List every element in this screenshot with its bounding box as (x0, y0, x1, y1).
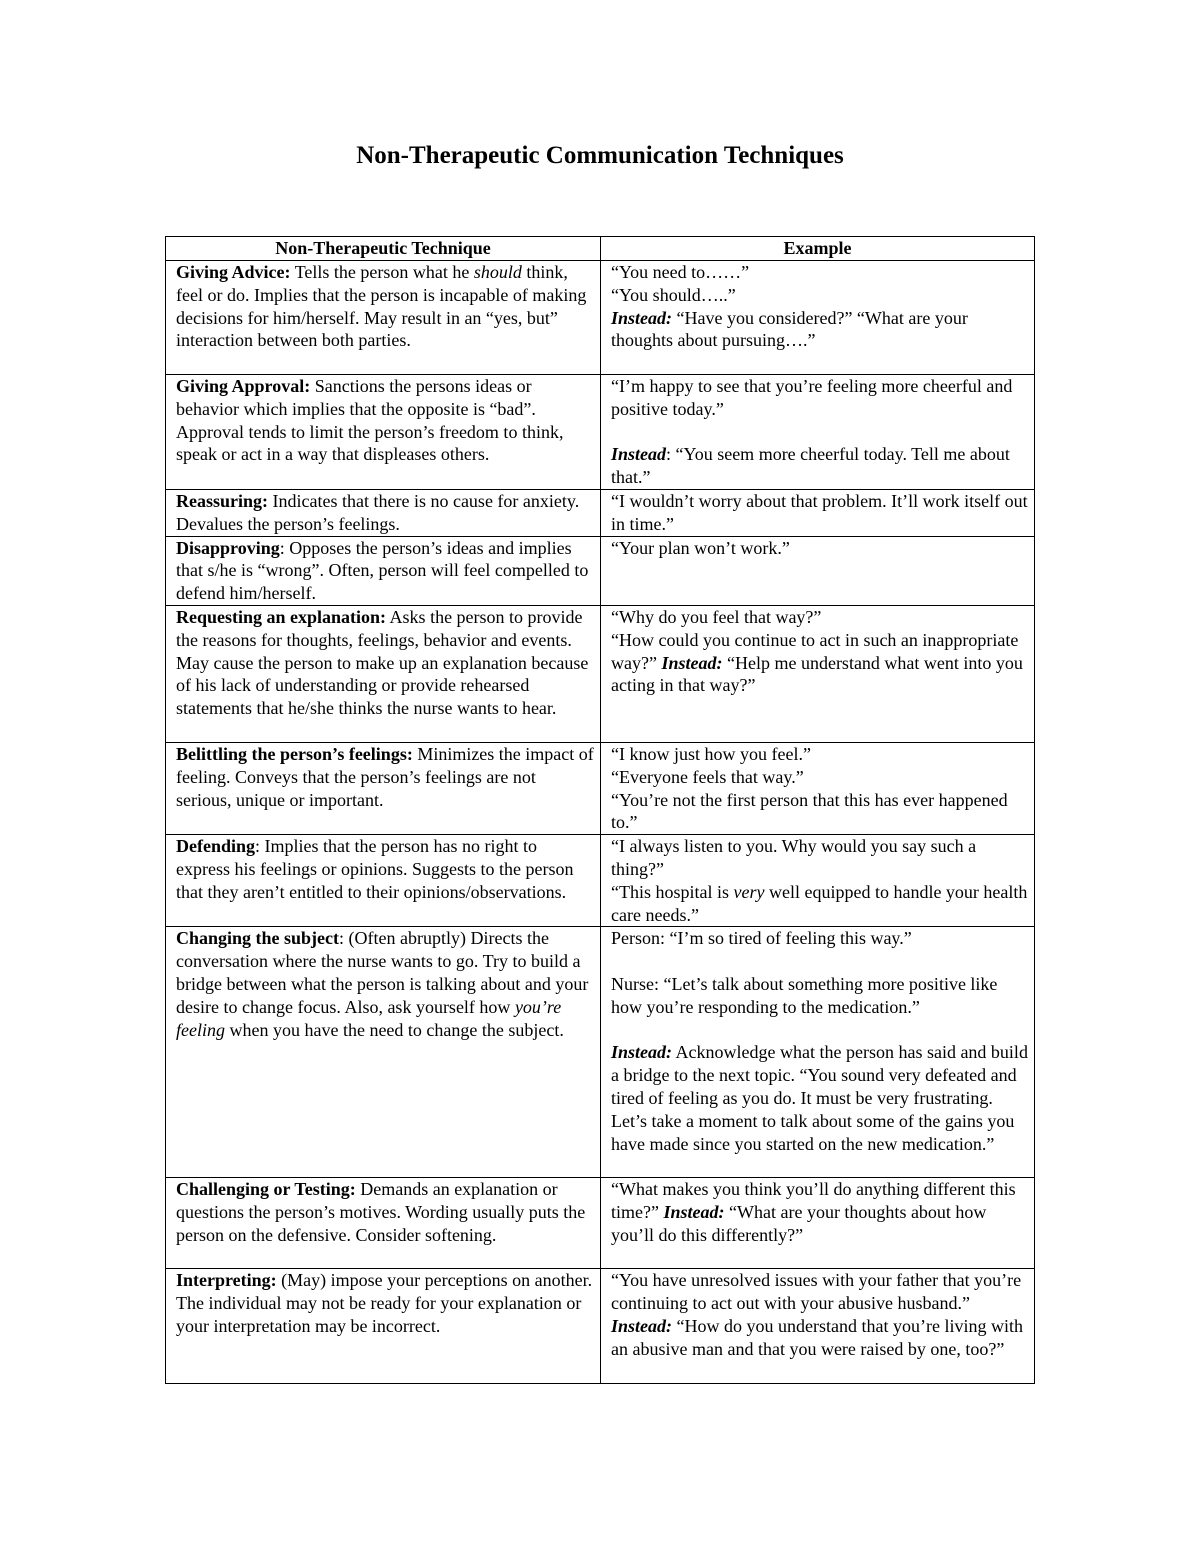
instead-label: Instead: (663, 1202, 725, 1223)
example-cell (601, 489, 1035, 536)
technique-name: Disapproving (176, 537, 280, 558)
technique-cell (166, 605, 601, 742)
example-cell (601, 742, 1035, 834)
page-title: Non-Therapeutic Communication Techniques (356, 142, 844, 169)
technique-name: Giving Advice: (176, 262, 291, 282)
example-line: well equipped to handle your health care needs.” (611, 881, 1028, 925)
technique-description: : (Often abruptly) Directs the conversation where the nurse wants to go. Try to build a bridge between what the person is talking about and your desire to change focus. Also, ask yourself how (176, 928, 589, 1017)
instead-label: Instead (611, 444, 667, 465)
technique-description: when you have the need to change the subject. (224, 1019, 564, 1040)
example-cell (601, 1269, 1035, 1384)
technique-name: Interpreting: (176, 1270, 277, 1291)
table-row (166, 1269, 1035, 1384)
table-row (166, 261, 1035, 375)
technique-cell (166, 1178, 601, 1269)
technique-description: : Opposes the person’s ideas and implies that s/he is “wrong”. Often, person will feel compelled to defend him/herself. (176, 537, 589, 604)
example-cell (601, 835, 1035, 927)
technique-description: Asks the person to provide the reasons for thoughts, feelings, behavior and events. May cause the person to make up an explanation because of his lack of understanding or provide rehearsed statements that he/she thinks the nurse wants to hear. (176, 606, 589, 719)
table-row (166, 375, 1035, 490)
technique-name: Challenging or Testing: (176, 1179, 356, 1200)
emphasis-text: should (473, 262, 522, 282)
technique-cell (166, 1269, 601, 1384)
instead-label: Instead: (611, 307, 673, 328)
example-cell (601, 1178, 1035, 1269)
technique-description: Indicates that there is no cause for anxiety. Devalues the person’s feelings. (176, 490, 580, 534)
header-example: Example (601, 237, 1035, 261)
technique-description: Minimizes the impact of feeling. Conveys that the person’s feelings are not serious, unique or important. (176, 743, 594, 810)
example-line: “You’re not the first person that this has ever happened to.” (611, 789, 1008, 833)
example-line: “What makes you think you’ll do anything different this time?” (611, 1179, 1016, 1223)
example-line: “You should…..” (611, 284, 736, 305)
technique-name: Requesting an explanation: (176, 606, 387, 627)
technique-cell (166, 927, 601, 1178)
table-row (166, 835, 1035, 927)
example-cell (601, 927, 1035, 1178)
example-line: “Everyone feels that way.” (611, 766, 804, 787)
example-cell (601, 375, 1035, 490)
technique-cell (166, 489, 601, 536)
technique-name: Giving Approval: (176, 376, 311, 396)
example-line: “How do you understand that you’re living with an abusive man and that you were raised by one, too?” (611, 1315, 1023, 1359)
example-line: “What are your thoughts about how you’ll do this differently?” (611, 1202, 987, 1245)
example-line: “This hospital is (611, 881, 734, 902)
header-technique: Non-Therapeutic Technique (166, 237, 601, 261)
technique-name: Belittling the person’s feelings: (176, 743, 413, 764)
table-row (166, 1178, 1035, 1269)
example-line: Nurse: “Let’s talk about something more positive like how you’re responding to the medication.” (611, 973, 998, 1017)
technique-cell (166, 536, 601, 605)
example-line: “I always listen to you. Why would you say such a thing?” (611, 836, 977, 879)
technique-description: : Implies that the person has no right to express his feelings or opinions. Suggests to the person that they aren’t entitled to their opinions/observations. (176, 836, 574, 902)
table-header-row (166, 237, 1035, 261)
technique-name: Reassuring: (176, 490, 269, 511)
example-line: Person: “I’m so tired of feeling this way.” (611, 928, 912, 949)
technique-name: Defending (176, 836, 256, 857)
table-row (166, 489, 1035, 536)
technique-description: (May) impose your perceptions on another. The individual may not be ready for your explanation or your interpretation may be incorrect. (176, 1270, 593, 1336)
table-row (166, 536, 1035, 605)
technique-name: Changing the subject (176, 928, 340, 949)
example-cell (601, 536, 1035, 605)
example-line: “I’m happy to see that you’re feeling more cheerful and positive today.” (611, 376, 1013, 419)
example-line: “I wouldn’t worry about that problem. It’ll work itself out in time.” (611, 490, 1028, 534)
example-cell (601, 261, 1035, 375)
example-line: : “You seem more cheerful today. Tell me about that.” (611, 444, 1010, 488)
emphasis-text: very (733, 881, 765, 902)
instead-label: Instead: (611, 1042, 673, 1063)
technique-cell (166, 261, 601, 375)
instead-label: Instead: (661, 652, 723, 673)
example-line: “Why do you feel that way?” (611, 606, 822, 627)
example-line: “How could you continue to act in such an inappropriate way?” (611, 629, 1019, 673)
technique-cell (166, 835, 601, 927)
technique-description: Tells the person what he (290, 262, 474, 282)
example-line: “Have you considered?” “What are your thoughts about pursuing….” (611, 307, 968, 351)
example-line: “Help me understand what went into you acting in that way?” (611, 652, 1023, 696)
technique-description: Sanctions the persons ideas or behavior which implies that the opposite is “bad”. Approval tends to limit the person’s freedom to think, speak or act in a way that displeases others. (176, 376, 564, 465)
techniques-table (165, 236, 1035, 1384)
instead-label: Instead: (611, 1315, 673, 1336)
example-line: Acknowledge what the person has said and build a bridge to the next topic. “You sound very defeated and tired of feeling as you do. It must be very frustrating. Let’s take a moment to talk about some of the gains you have made since you started on the new medication.” (611, 1042, 1028, 1154)
example-line: “You have unresolved issues with your father that you’re continuing to act out with your abusive husband.” (611, 1270, 1022, 1314)
technique-description: Demands an explanation or questions the person’s motives. Wording usually puts the person on the defensive. Consider softening. (176, 1179, 586, 1245)
table-row (166, 605, 1035, 742)
table-row (166, 927, 1035, 1178)
example-line: “Your plan won’t work.” (611, 537, 790, 558)
example-line: “I know just how you feel.” (611, 743, 811, 764)
example-line: “You need to……” (611, 262, 750, 282)
technique-description: think, feel or do. Implies that the person is incapable of making decisions for him/herself. May result in an “yes, but” interaction between both parties. (176, 262, 587, 351)
example-cell (601, 605, 1035, 742)
table-row (166, 742, 1035, 834)
technique-cell (166, 375, 601, 490)
technique-cell (166, 742, 601, 834)
emphasis-text: you’re feeling (176, 996, 562, 1040)
